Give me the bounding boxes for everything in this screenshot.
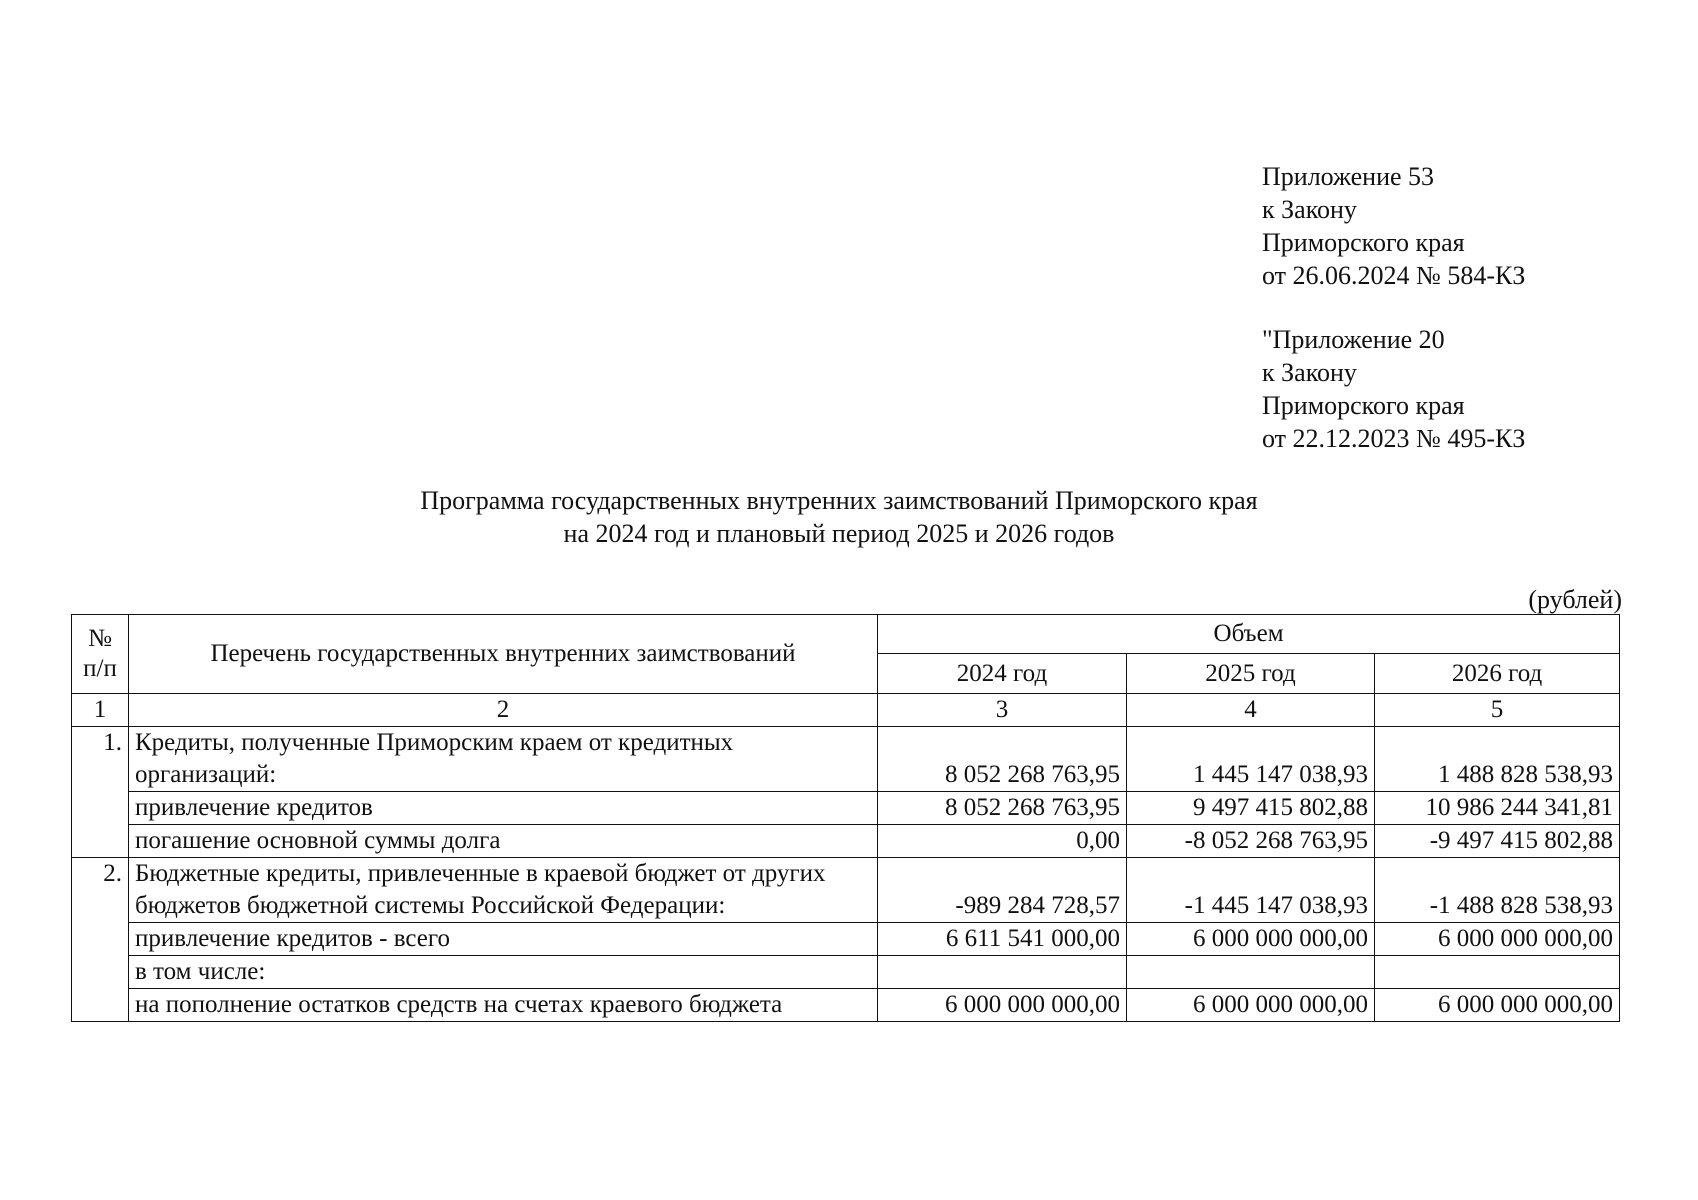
row-number: 1. [72,727,129,858]
column-number: 3 [878,694,1127,727]
table-row [72,956,1620,989]
row-name: погашение основной суммы долга [129,825,878,858]
column-number: 1 [72,694,129,727]
value-2026 [1375,956,1620,989]
value-2025: -8 052 268 763,95 [1127,825,1375,858]
header-volume: Объем [878,615,1620,654]
value-2024: 8 052 268 763,95 [878,727,1127,792]
column-number: 5 [1375,694,1620,727]
column-number-row [72,694,1620,727]
row-number: 2. [72,858,129,1022]
annex-line: от 22.12.2023 № 495-КЗ [1262,424,1526,453]
annex-reference-current [1262,160,1525,292]
value-2024: 8 052 268 763,95 [878,792,1127,825]
annex-line: от 26.06.2024 № 584-КЗ [1262,261,1526,290]
row-name: Кредиты, полученные Приморским краем от кредитных организаций: [129,727,878,792]
value-2026: -9 497 415 802,88 [1375,825,1620,858]
value-2025 [1127,956,1375,989]
row-name: в том числе: [129,956,878,989]
table-row [72,923,1620,956]
value-2024: 6 000 000 000,00 [878,989,1127,1022]
borrowing-program-table [71,614,1620,1022]
header-borrowing-list: Перечень государственных внутренних заимствований [129,615,878,694]
header-row-number: № п/п [72,615,129,694]
table-row [72,858,1620,923]
title-line-2: на 2024 год и плановый период 2025 и 2026 годов [563,519,1115,548]
value-2025: 6 000 000 000,00 [1127,923,1375,956]
value-2024: -989 284 728,57 [878,858,1127,923]
annex-line: Приложение 53 [1262,162,1435,191]
column-number: 4 [1127,694,1375,727]
value-2025: 6 000 000 000,00 [1127,989,1375,1022]
header-year-2026: 2026 год [1375,654,1620,694]
column-number: 2 [129,694,878,727]
row-name: привлечение кредитов [129,792,878,825]
value-2024: 0,00 [878,825,1127,858]
row-name: на пополнение остатков средств на счетах краевого бюджета [129,989,878,1022]
value-2026: 10 986 244 341,81 [1375,792,1620,825]
document-title [0,484,1678,550]
table-row [72,792,1620,825]
table-row [72,989,1620,1022]
annex-line: "Приложение 20 [1262,325,1445,354]
annex-line: к Закону [1262,195,1357,224]
value-2026: -1 488 828 538,93 [1375,858,1620,923]
table-row [72,825,1620,858]
units-label: (рублей) [1528,585,1622,614]
value-2026: 6 000 000 000,00 [1375,989,1620,1022]
value-2025: 1 445 147 038,93 [1127,727,1375,792]
value-2024 [878,956,1127,989]
value-2025: 9 497 415 802,88 [1127,792,1375,825]
value-2025: -1 445 147 038,93 [1127,858,1375,923]
table-row [72,727,1620,792]
row-name: привлечение кредитов - всего [129,923,878,956]
value-2026: 1 488 828 538,93 [1375,727,1620,792]
annex-line: Приморского края [1262,228,1465,257]
annex-line: Приморского края [1262,391,1465,420]
annex-line: к Закону [1262,358,1357,387]
value-2024: 6 611 541 000,00 [878,923,1127,956]
value-2026: 6 000 000 000,00 [1375,923,1620,956]
row-name: Бюджетные кредиты, привлеченные в краевой бюджет от других бюджетов бюджетной системы Российской Федерации: [129,858,878,923]
header-year-2024: 2024 год [878,654,1127,694]
header-year-2025: 2025 год [1127,654,1375,694]
title-line-1: Программа государственных внутренних заимствований Приморского края [420,486,1258,515]
annex-reference-original [1262,323,1525,455]
